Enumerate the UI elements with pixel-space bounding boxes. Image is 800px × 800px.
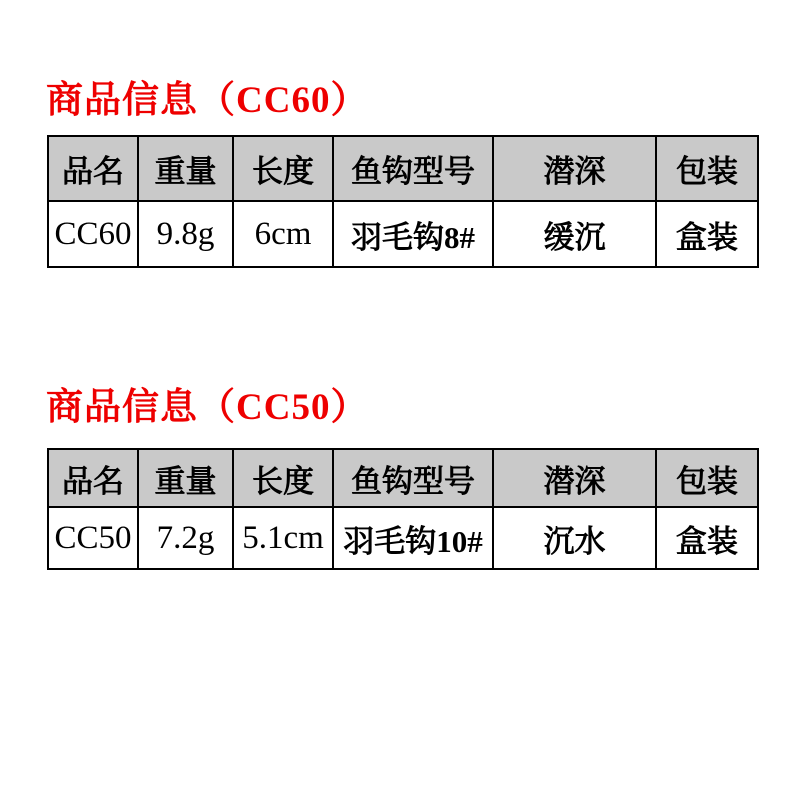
cell-product-name: CC60 (48, 201, 138, 267)
column-header-weight: 重量 (138, 136, 233, 201)
cell-diving-depth: 沉水 (493, 507, 656, 569)
column-header-diving-depth: 潜深 (493, 136, 656, 201)
cell-packaging: 盒装 (656, 507, 758, 569)
cell-hook-model: 羽毛钩8# (333, 201, 493, 267)
column-header-diving-depth: 潜深 (493, 449, 656, 507)
column-header-packaging: 包装 (656, 449, 758, 507)
cell-length: 5.1cm (233, 507, 333, 569)
column-header-packaging: 包装 (656, 136, 758, 201)
column-header-hook-model: 鱼钩型号 (333, 136, 493, 201)
column-header-product-name: 品名 (48, 136, 138, 201)
table-header-row (48, 136, 758, 201)
cell-length: 6cm (233, 201, 333, 267)
column-header-product-name: 品名 (48, 449, 138, 507)
product-info-table-cc50 (47, 448, 759, 570)
table-row (48, 201, 758, 267)
cell-weight: 7.2g (138, 507, 233, 569)
column-header-length: 长度 (233, 136, 333, 201)
cell-weight: 9.8g (138, 201, 233, 267)
column-header-hook-model: 鱼钩型号 (333, 449, 493, 507)
cell-diving-depth: 缓沉 (493, 201, 656, 267)
column-header-length: 长度 (233, 449, 333, 507)
section-title-cc60: 商品信息（CC60） (46, 80, 369, 121)
table-row (48, 507, 758, 569)
cell-product-name: CC50 (48, 507, 138, 569)
cell-hook-model: 羽毛钩10# (333, 507, 493, 569)
cell-packaging: 盒装 (656, 201, 758, 267)
column-header-weight: 重量 (138, 449, 233, 507)
section-title-cc50: 商品信息（CC50） (46, 387, 369, 428)
product-info-table-cc60 (47, 135, 759, 268)
table-header-row (48, 449, 758, 507)
